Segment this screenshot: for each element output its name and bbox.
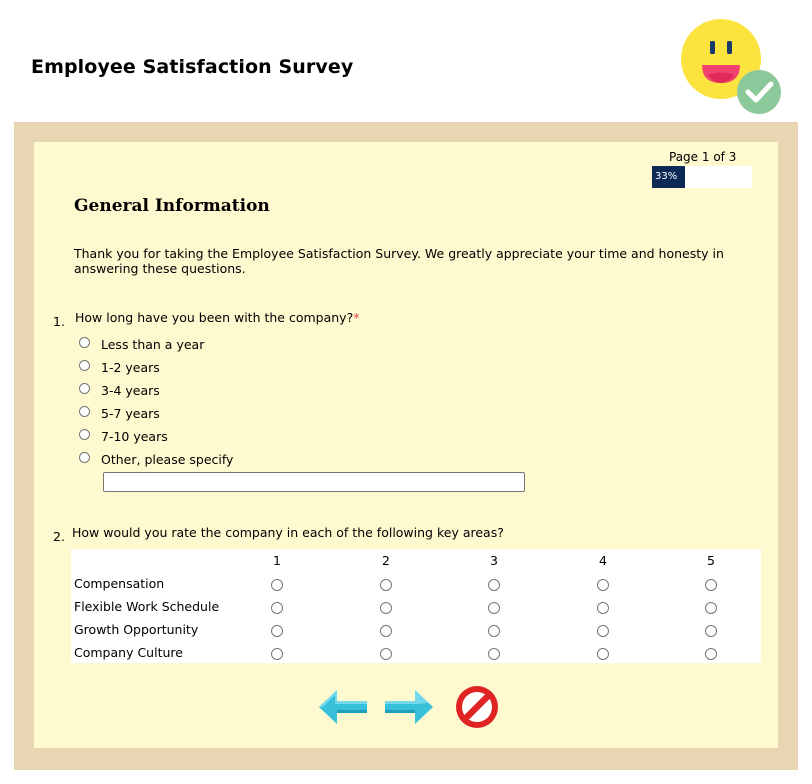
option-label: Other, please specify — [101, 451, 234, 467]
matrix-row-company-culture: Company Culture — [74, 645, 183, 660]
option-label: 5-7 years — [101, 405, 160, 421]
rating-radio-growth-opportunity-5[interactable] — [705, 625, 717, 637]
rating-radio-compensation-2[interactable] — [380, 579, 392, 591]
rating-radio-flexible-work-schedule-1[interactable] — [271, 602, 283, 614]
rating-radio-compensation-4[interactable] — [597, 579, 609, 591]
other-specify-input[interactable] — [103, 472, 525, 492]
rating-radio-flexible-work-schedule-3[interactable] — [488, 602, 500, 614]
cancel-button[interactable] — [450, 682, 504, 732]
radio-3-4-years[interactable] — [79, 383, 90, 394]
cancel-icon — [450, 682, 504, 732]
option-3-4-years[interactable] — [79, 381, 160, 399]
progress-bar — [652, 166, 752, 188]
rating-radio-compensation-5[interactable] — [705, 579, 717, 591]
rating-radio-compensation-3[interactable] — [488, 579, 500, 591]
section-intro: Thank you for taking the Employee Satisfaction Survey. We greatly appreciate your time and honesty in answering these questions. — [74, 246, 724, 276]
matrix-column-2: 2 — [382, 553, 390, 568]
back-button[interactable] — [316, 682, 370, 732]
progress-bar-fill: 33% — [652, 166, 685, 188]
matrix-row-compensation: Compensation — [74, 576, 165, 591]
option-label: 1-2 years — [101, 359, 160, 375]
option-1-2-years[interactable] — [79, 358, 160, 376]
matrix-row-growth-opportunity: Growth Opportunity — [74, 622, 199, 637]
section-title: General Information — [74, 196, 270, 216]
rating-radio-company-culture-5[interactable] — [705, 648, 717, 660]
rating-radio-growth-opportunity-2[interactable] — [380, 625, 392, 637]
question-1-text — [75, 310, 359, 325]
survey-header — [0, 0, 812, 122]
matrix-row-flexible-work-schedule: Flexible Work Schedule — [74, 599, 220, 614]
arrow-right-icon — [382, 682, 436, 732]
rating-radio-company-culture-3[interactable] — [488, 648, 500, 660]
radio-5-7-years[interactable] — [79, 406, 90, 417]
option-label: 7-10 years — [101, 428, 168, 444]
radio-other[interactable] — [79, 452, 90, 463]
radio-less-than-a-year[interactable] — [79, 337, 90, 348]
question-1-label: How long have you been with the company? — [75, 310, 354, 325]
option-less-than-a-year[interactable] — [79, 335, 204, 353]
question-1-number: 1. — [53, 314, 65, 329]
survey-frame — [14, 122, 798, 770]
rating-radio-flexible-work-schedule-4[interactable] — [597, 602, 609, 614]
radio-7-10-years[interactable] — [79, 429, 90, 440]
arrow-left-icon — [316, 682, 370, 732]
option-label: 3-4 years — [101, 382, 160, 398]
survey-title: Employee Satisfaction Survey — [31, 56, 354, 78]
rating-radio-company-culture-2[interactable] — [380, 648, 392, 660]
question-2-text: How would you rate the company in each of the following key areas? — [72, 525, 504, 540]
matrix-column-1: 1 — [273, 553, 281, 568]
rating-radio-compensation-1[interactable] — [271, 579, 283, 591]
question-2-number: 2. — [53, 529, 65, 544]
matrix-column-5: 5 — [707, 553, 715, 568]
matrix-column-3: 3 — [490, 553, 498, 568]
survey-panel — [34, 142, 778, 748]
matrix-column-4: 4 — [599, 553, 607, 568]
rating-radio-growth-opportunity-3[interactable] — [488, 625, 500, 637]
option-5-7-years[interactable] — [79, 404, 160, 422]
next-button[interactable] — [382, 682, 436, 732]
option-7-10-years[interactable] — [79, 427, 168, 445]
option-other[interactable] — [79, 450, 233, 468]
rating-radio-flexible-work-schedule-5[interactable] — [705, 602, 717, 614]
rating-radio-company-culture-4[interactable] — [597, 648, 609, 660]
required-marker: * — [353, 310, 360, 325]
rating-radio-growth-opportunity-1[interactable] — [271, 625, 283, 637]
rating-radio-flexible-work-schedule-2[interactable] — [380, 602, 392, 614]
rating-radio-growth-opportunity-4[interactable] — [597, 625, 609, 637]
radio-1-2-years[interactable] — [79, 360, 90, 371]
smiley-checkmark-icon — [680, 18, 786, 116]
page-indicator: Page 1 of 3 — [669, 150, 737, 164]
option-label: Less than a year — [101, 336, 205, 352]
rating-matrix — [71, 549, 761, 663]
rating-radio-company-culture-1[interactable] — [271, 648, 283, 660]
